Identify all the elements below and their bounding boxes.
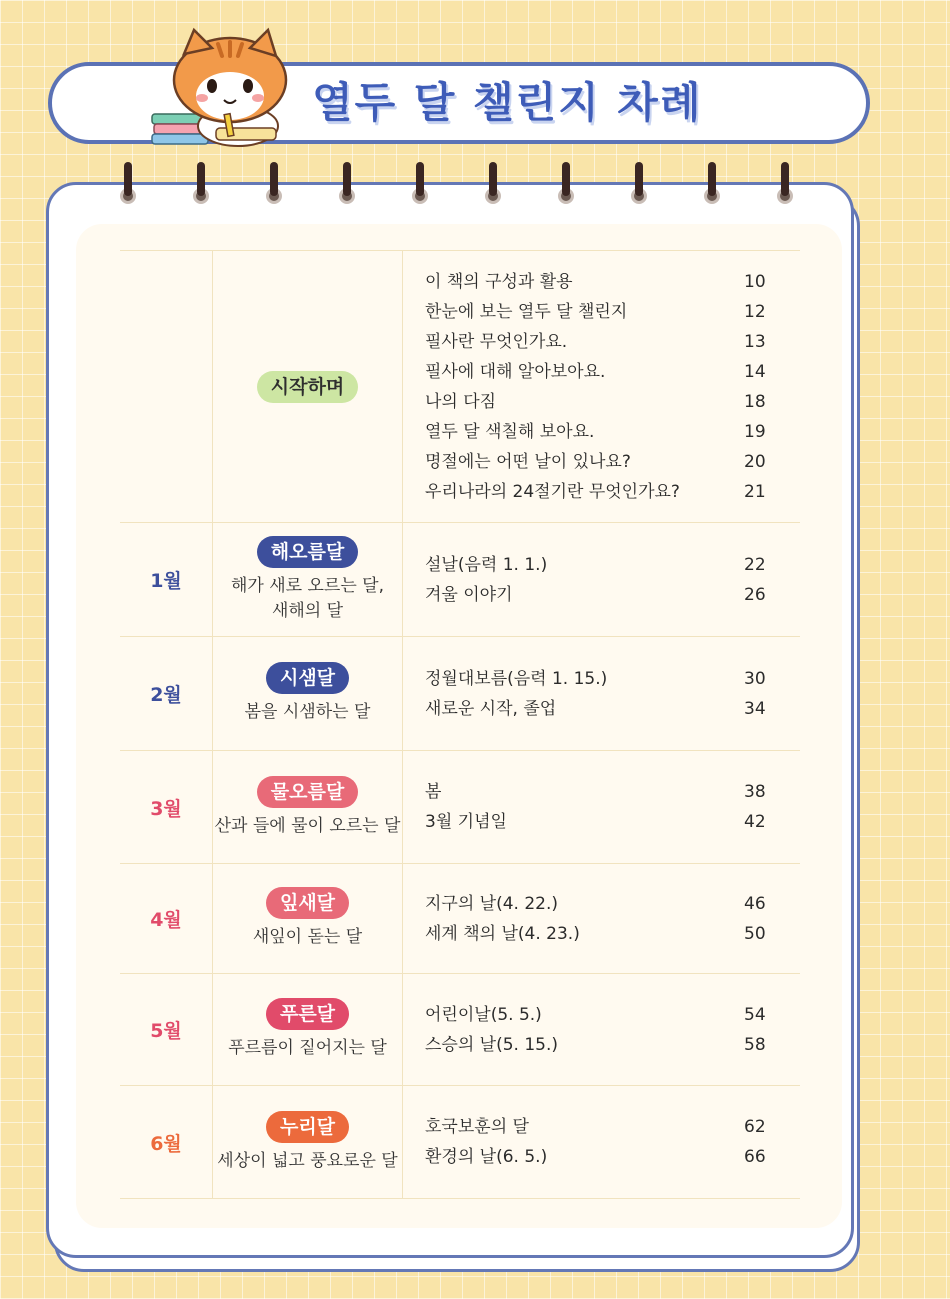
toc-entry-title: 환경의 날(6. 5.) — [425, 1147, 548, 1167]
toc-items — [403, 864, 800, 973]
toc-entry-title: 필사란 무엇인가요. — [425, 331, 568, 352]
toc-entry[interactable] — [425, 807, 800, 837]
toc-row — [120, 863, 800, 973]
toc-entry[interactable] — [425, 1000, 800, 1030]
toc-entry[interactable] — [425, 919, 800, 949]
binder-ring — [483, 162, 503, 214]
toc-entry[interactable] — [425, 777, 800, 807]
toc-entry-page: 13 — [744, 331, 766, 352]
month-label: 4월 — [120, 864, 213, 973]
toc-entry[interactable] — [425, 1030, 800, 1060]
toc-entry-title: 설날(음력 1. 1.) — [425, 554, 548, 575]
toc-entry-page: 30 — [744, 668, 766, 689]
section-name-cell — [213, 974, 403, 1085]
toc-entry[interactable] — [425, 477, 800, 507]
toc-entry-page: 20 — [744, 451, 766, 472]
toc-entry[interactable] — [425, 327, 800, 357]
toc-entry[interactable] — [425, 1142, 800, 1172]
section-subtitle: 봄을 시샘하는 달 — [244, 702, 371, 722]
toc-entry-page: 62 — [744, 1117, 766, 1137]
toc-entry-page: 42 — [744, 812, 766, 832]
toc-entry-title: 나의 다짐 — [425, 391, 497, 412]
toc-entry-page: 66 — [744, 1147, 766, 1167]
toc-entry-title: 한눈에 보는 열두 달 챌린지 — [425, 301, 628, 322]
toc-entry-title: 이 책의 구성과 활용 — [425, 271, 573, 292]
toc-entry-title: 호국보훈의 달 — [425, 1117, 529, 1137]
toc-items — [403, 637, 800, 750]
section-name-badge: 시샘달 — [266, 662, 349, 694]
toc-entry-page: 18 — [744, 391, 766, 412]
section-subtitle: 새잎이 돋는 달 — [252, 927, 363, 947]
toc-entry-title: 필사에 대해 알아보아요. — [425, 361, 606, 382]
toc-entry[interactable] — [425, 357, 800, 387]
month-label: 6월 — [120, 1086, 213, 1198]
toc-row — [120, 973, 800, 1085]
toc-entry-title: 우리나라의 24절기란 무엇인가요? — [425, 481, 680, 502]
toc-entry-page: 12 — [744, 301, 766, 322]
toc-entry[interactable] — [425, 447, 800, 477]
toc-entry-title: 세계 책의 날(4. 23.) — [425, 923, 580, 944]
section-name-cell — [213, 251, 403, 522]
section-name-cell — [213, 864, 403, 973]
binder-ring — [775, 162, 795, 214]
section-name-cell — [213, 637, 403, 750]
binder-ring — [556, 162, 576, 214]
toc-entry-title: 어린이날(5. 5.) — [425, 1004, 542, 1025]
toc-entry[interactable] — [425, 297, 800, 327]
toc-entry[interactable] — [425, 694, 800, 724]
binder-ring — [118, 162, 138, 214]
section-name-badge: 시작하며 — [257, 371, 358, 403]
toc-row — [120, 1085, 800, 1199]
section-subtitle: 산과 들에 물이 오르는 달 — [214, 815, 401, 836]
toc-entry-page: 22 — [744, 554, 766, 575]
month-label: 3월 — [120, 751, 213, 863]
toc-entry-title: 지구의 날(4. 22.) — [425, 893, 559, 914]
section-subtitle: 푸르름이 짙어지는 달 — [228, 1038, 387, 1058]
month-label: 1월 — [120, 523, 213, 636]
binder-ring — [629, 162, 649, 214]
binder-ring — [337, 162, 357, 214]
toc-entry[interactable] — [425, 417, 800, 447]
toc-entry-page: 58 — [744, 1034, 766, 1055]
toc-entry-page: 21 — [744, 481, 766, 502]
toc-items — [403, 1086, 800, 1198]
toc-row — [120, 636, 800, 750]
toc-entry-page: 10 — [744, 271, 766, 292]
toc-entry-page: 26 — [744, 584, 766, 605]
toc-entry-title: 3월 기념일 — [425, 812, 507, 832]
toc-entry-page: 19 — [744, 421, 766, 442]
section-name-badge: 푸른달 — [266, 998, 349, 1030]
toc-items — [403, 751, 800, 863]
section-name-cell — [213, 1086, 403, 1198]
section-subtitle: 세상이 넓고 풍요로운 달 — [217, 1150, 398, 1171]
toc-items — [403, 974, 800, 1085]
toc-entry-page: 34 — [744, 698, 766, 719]
toc-entry-title: 열두 달 색칠해 보아요. — [425, 421, 595, 442]
toc-entry[interactable] — [425, 1112, 800, 1142]
page-title: 열두 달 챌린지 차례 — [312, 78, 703, 127]
toc-entry[interactable] — [425, 664, 800, 694]
toc-entry-page: 50 — [744, 923, 766, 944]
section-subtitle: 해가 새로 오르는 달, 새해의 달 — [231, 575, 384, 621]
binder-ring — [191, 162, 211, 214]
binder-ring — [410, 162, 430, 214]
toc-entry[interactable] — [425, 889, 800, 919]
toc-entry[interactable] — [425, 387, 800, 417]
toc-row — [120, 250, 800, 522]
binder-ring — [702, 162, 722, 214]
toc-entry-title: 명절에는 어떤 날이 있나요? — [425, 451, 631, 472]
table-of-contents — [120, 250, 800, 1199]
section-name-badge: 물오름달 — [257, 776, 358, 808]
toc-entry-page: 54 — [744, 1004, 766, 1025]
toc-entry-title: 정월대보름(음력 1. 15.) — [425, 668, 608, 689]
toc-entry[interactable] — [425, 580, 800, 610]
toc-items — [403, 523, 800, 636]
toc-entry[interactable] — [425, 267, 800, 297]
month-label: 5월 — [120, 974, 213, 1085]
toc-entry-title: 봄 — [425, 782, 442, 802]
section-name-badge: 잎새달 — [266, 887, 349, 919]
section-name-cell — [213, 523, 403, 636]
toc-entry-title: 겨울 이야기 — [425, 584, 513, 605]
toc-row — [120, 750, 800, 863]
toc-entry-title: 새로운 시작, 졸업 — [425, 698, 557, 719]
section-name-badge: 누리달 — [266, 1111, 349, 1143]
toc-entry-page: 14 — [744, 361, 766, 382]
toc-items — [403, 251, 800, 522]
section-name-cell — [213, 751, 403, 863]
section-name-badge: 해오름달 — [257, 536, 358, 568]
month-label — [120, 251, 213, 522]
binder-ring — [264, 162, 284, 214]
toc-entry-title: 스승의 날(5. 15.) — [425, 1034, 559, 1055]
toc-entry-page: 46 — [744, 893, 766, 914]
toc-entry[interactable] — [425, 550, 800, 580]
cat-mascot-illustration — [150, 22, 300, 150]
toc-row — [120, 522, 800, 636]
toc-entry-page: 38 — [744, 782, 766, 802]
month-label: 2월 — [120, 637, 213, 750]
